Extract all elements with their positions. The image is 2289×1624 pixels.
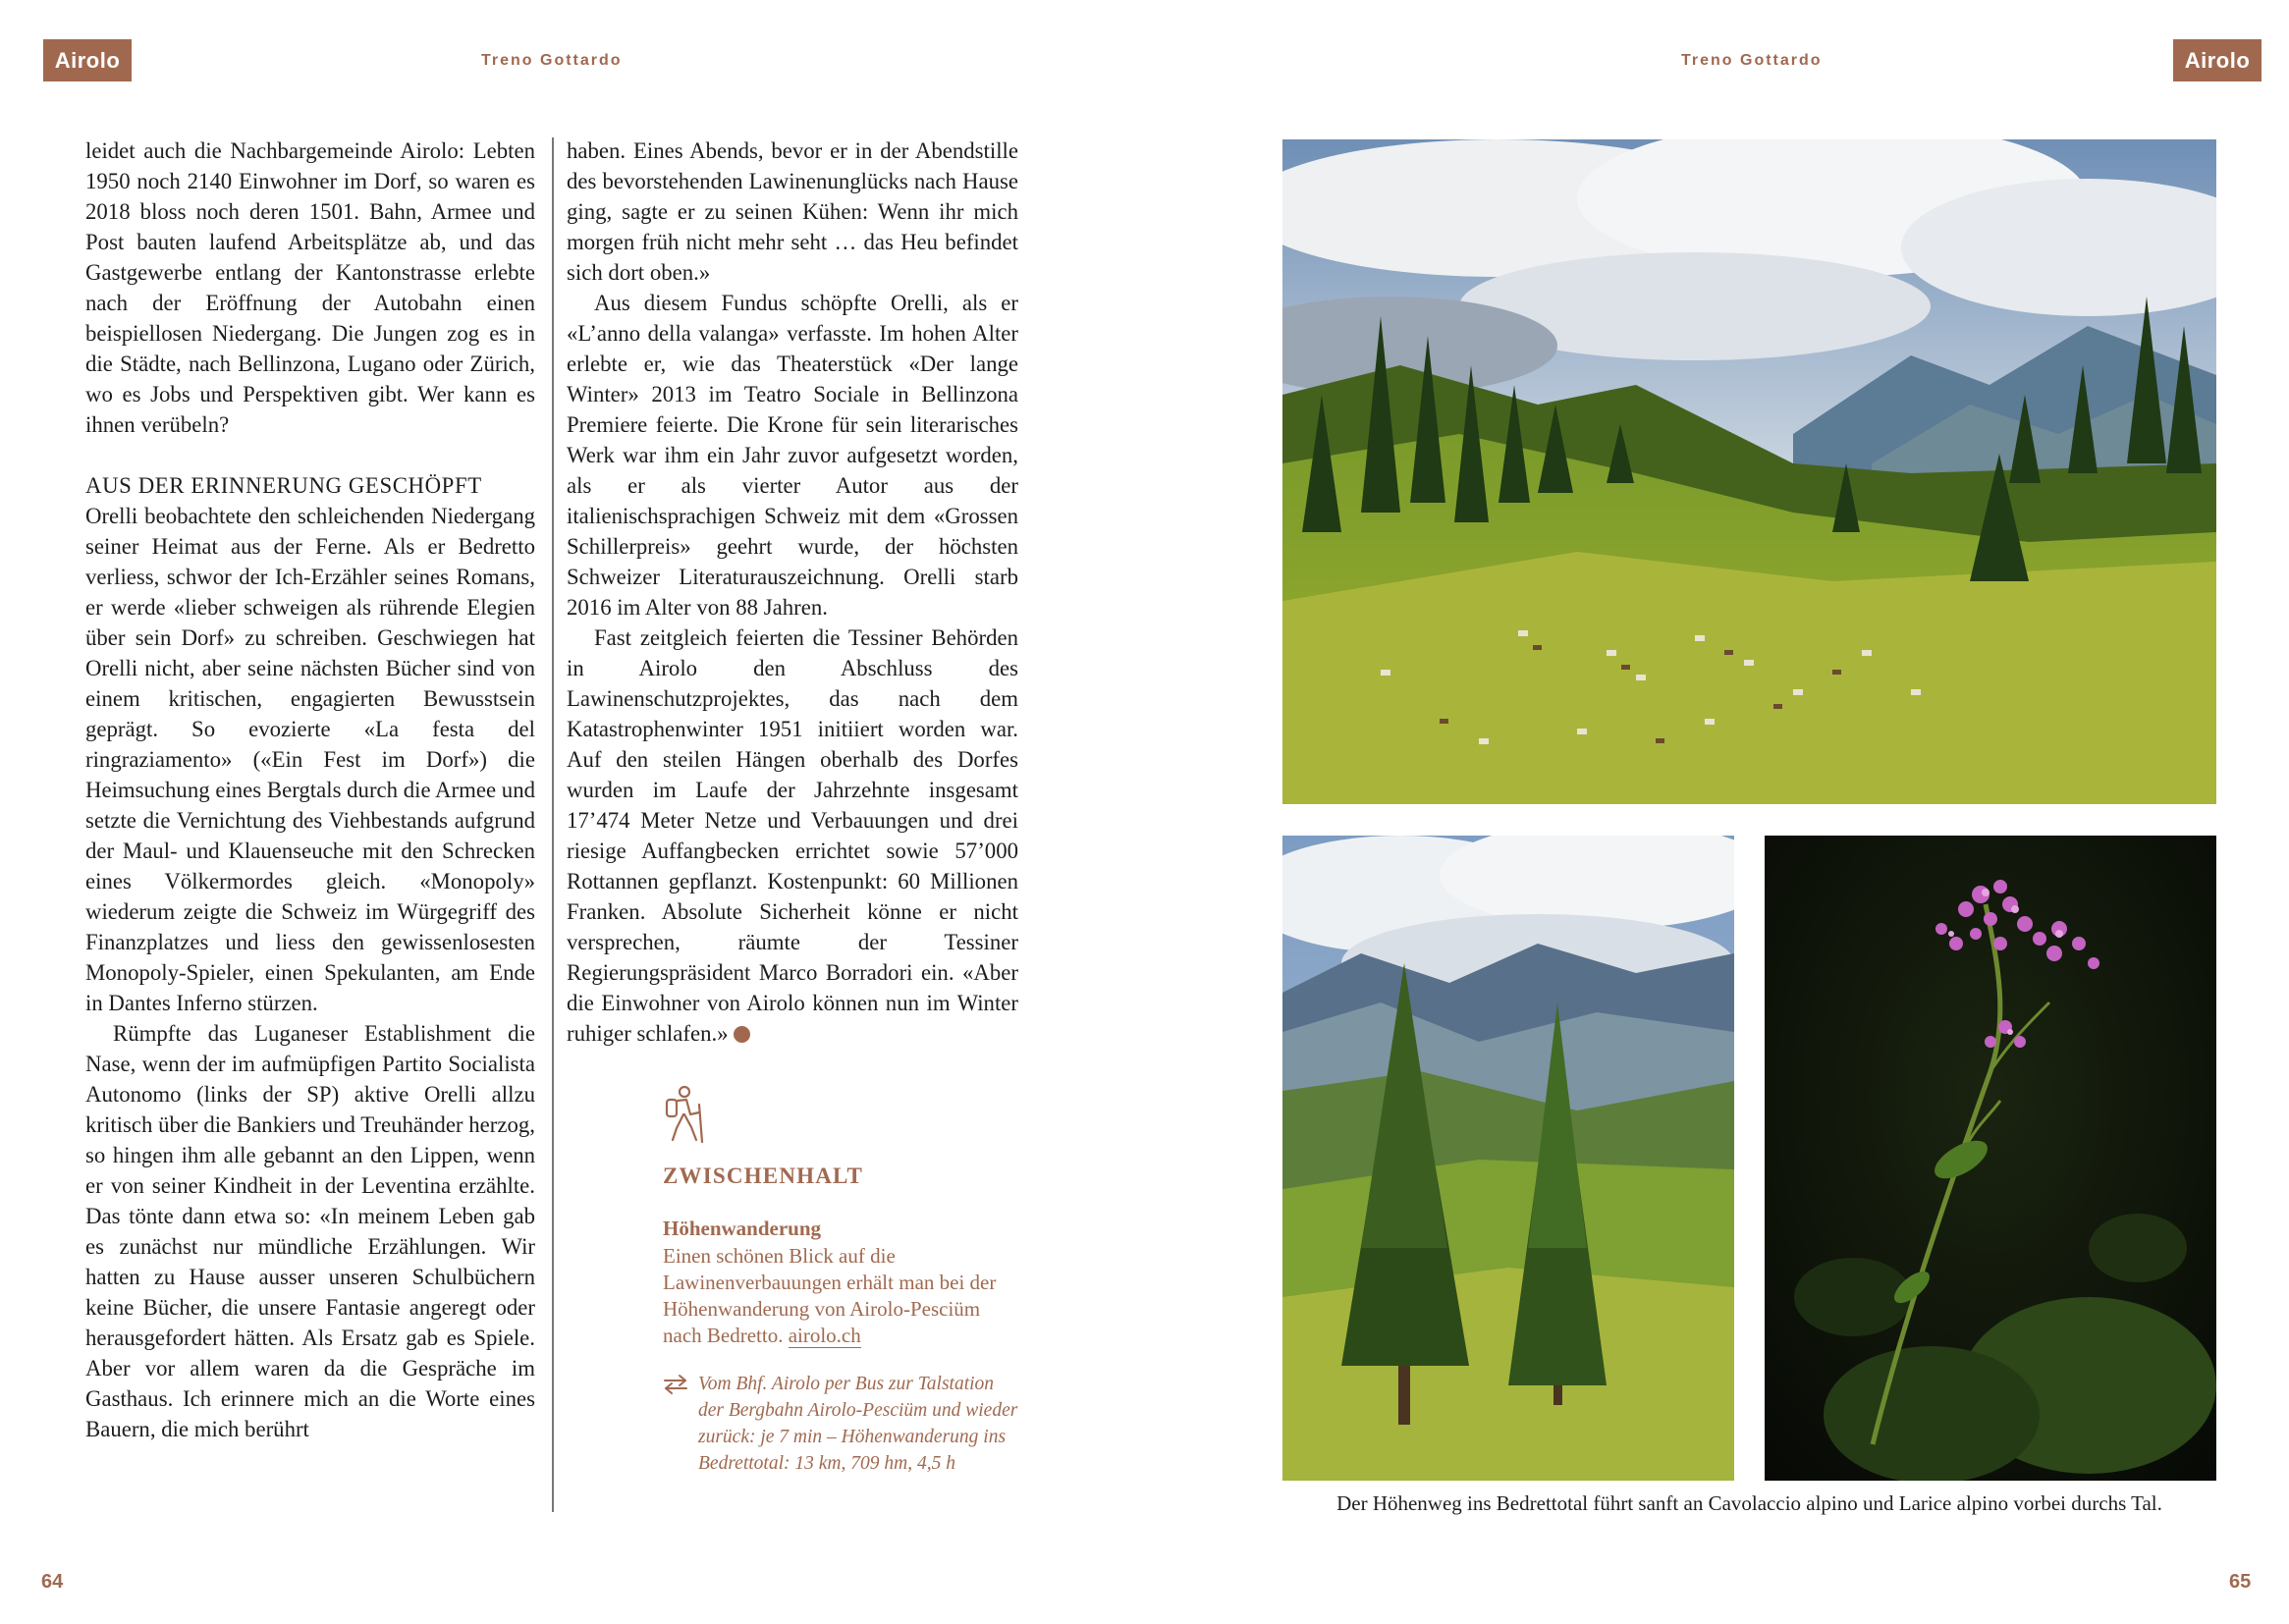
stopover-label: Höhenwanderung (663, 1217, 822, 1240)
col2-paragraph-1: haben. Eines Abends, bevor er in der Abendstille des bevorstehenden Lawinenunglücks nach Hause ging, sagte er zu seinen Kühen: Wenn ihr mich morgen früh nicht mehr seht … das Heu befindet sich dort oben.» (567, 138, 1018, 285)
col1-paragraph-1: leidet auch die Nachbargemeinde Airolo: Lebten 1950 noch 2140 Einwohner im Dorf, so waren es 2018 bloss noch deren 1501. Bahn, Armee und Post bauten laufend Arbeitsplätze ab, und das Gastgewerbe entlang der Kantonstrasse erlebte nach der Eröffnung der Autobahn einen beispiellosen Niedergang. Die Jungen zog es in die Städte, nach Bellinzona, Lugano oder Zürich, wo es Jobs und Perspektiven gibt. Wer kann es ihnen verübeln? (85, 138, 535, 437)
section-subhead: AUS DER ERINNERUNG GESCHÖPFT (85, 473, 482, 498)
airolo-link[interactable]: airolo.ch (788, 1324, 861, 1347)
photo-larch-trees (1282, 836, 1734, 1481)
running-head-left: Treno Gottardo (481, 52, 623, 69)
col2-paragraph-2: Aus diesem Fundus schöpfte Orelli, als er «L’anno della valanga» verfasste. Im hohen Alter erlebte er, wie das Theaterstück «Der lange Winter» 2013 im Teatro Sociale in Bellinzona Premiere feierte. Die Krone für sein literarisches Werk war ihm ein Jahr zuvor aufgesetzt worden, als er als vierter Autor aus der italienischsprachigen Schweiz mit dem «Grossen Schillerpreis» geehrt wurde, der höchsten Schweizer Literaturauszeichnung. Orelli starb 2016 im Alter von 88 Jahren. (567, 291, 1018, 620)
page-number-right: 65 (2229, 1571, 2252, 1593)
end-mark-icon (734, 1026, 750, 1043)
photo-mountain-flower (1765, 836, 2216, 1481)
running-head-right: Treno Gottardo (1681, 52, 1823, 69)
text-column-1 (85, 135, 535, 1444)
col2-paragraph-3-text: Fast zeitgleich feierten die Tessiner Behörden in Airolo den Abschluss des Lawinenschutzprojektes, das nach dem Katastrophenwinter 1951 initiiert worden war. Auf den steilen Hängen oberhalb des Dorfes wurden im Laufe der Jahrzehnte insgesamt 17’474 Meter Netze und Verbauungen und drei riesige Auffangbecken errichtet sowie 57’000 Rottannen gepflanzt. Kostenpunkt: 60 Millionen Franken. Absolute Sicherheit könne er nicht versprechen, räumte der Tessiner Regierungspräsident Marco Borradori ein. «Aber die Einwohner von Airolo können nun im Winter ruhiger schlafen.» (567, 625, 1018, 1046)
page-number-left: 64 (41, 1571, 64, 1593)
column-divider (552, 137, 554, 1512)
photo-caption: Der Höhenweg ins Bedrettotal führt sanft an Cavolaccio alpino und Larice alpino vorbei durchs Tal. (1336, 1491, 2162, 1515)
section-tab-left: Airolo (43, 39, 132, 81)
directions-block (663, 1371, 1018, 1477)
col2-paragraph-3 (567, 623, 1018, 1049)
section-tab-right: Airolo (2173, 39, 2262, 81)
col1-paragraph-2: Orelli beobachtete den schleichenden Niedergang seiner Heimat aus der Ferne. Als er Bedretto verliess, schwor der Ich-Erzähler seines Romans, er werde «lieber schweigen als rührende Elegien über sein Dorf» zu schreiben. Geschwiegen hat Orelli nicht, aber seine nächsten Bücher sind von einem kritischen, engagierten Bewusstsein geprägt. So evozierte «La festa del ringraziamento» («Ein Fest im Dorf») die Heimsuchung eines Bergtals durch die Armee und setzte die Vernichtung des Viehbestands aufgrund der Maul- und Klauenseuche mit den Schrecken eines Völkermordes gleich. «Monopoly» wiederum zeigte die Schweiz im Würgegriff des Finanzplatzes und liess den gewissenlosesten Monopoly-Spieler, einen Spekulanten, am Ende in Dantes Inferno stürzen. (85, 504, 535, 1015)
stopover-text (663, 1243, 1018, 1349)
photo-alpine-meadow (1282, 139, 2216, 804)
text-column-2 (567, 135, 1018, 1049)
stopover-box (663, 1085, 1018, 1477)
transfer-arrows-icon (663, 1374, 688, 1395)
hiker-icon (663, 1085, 706, 1144)
col1-paragraph-3: Rümpfte das Luganeser Establishment die Nase, wenn der im aufmüpfigen Partito Socialista Autonomo (links der SP) aktive Orelli allzu kritisch über die Bankiers und Treuhänder herzog, so hingen ihm alle gebannt an den Lippen, wenn er von seiner Kindheit in der Leventina erzählte. Das tönte dann etwa so: «In meinem Leben gab es zunächst nur mündliche Erzählungen. Wir hatten zu Hause ausser unseren Schulbüchern keine Bücher, die unsere Fantasie angeregt oder herausgefordert hätten. Als Ersatz gab es Spiele. Aber vor allem waren da die Gespräche im Gasthaus. Ich erinnere mich an die Worte eines Bauern, die mich berührt (85, 1021, 535, 1441)
stopover-heading: ZWISCHENHALT (663, 1164, 864, 1188)
stopover-description: Einen schönen Blick auf die Lawinenverbauungen erhält man bei der Höhenwanderung von Airolo-Pesciüm nach Bedretto. (663, 1244, 997, 1347)
directions-text: Vom Bhf. Airolo per Bus zur Talstation der Bergbahn Airolo-Pesciüm und wieder zurück: je 7 min – Höhenwanderung ins Bedrettotal: 13 km, 709 hm, 4,5 h (698, 1374, 1018, 1474)
